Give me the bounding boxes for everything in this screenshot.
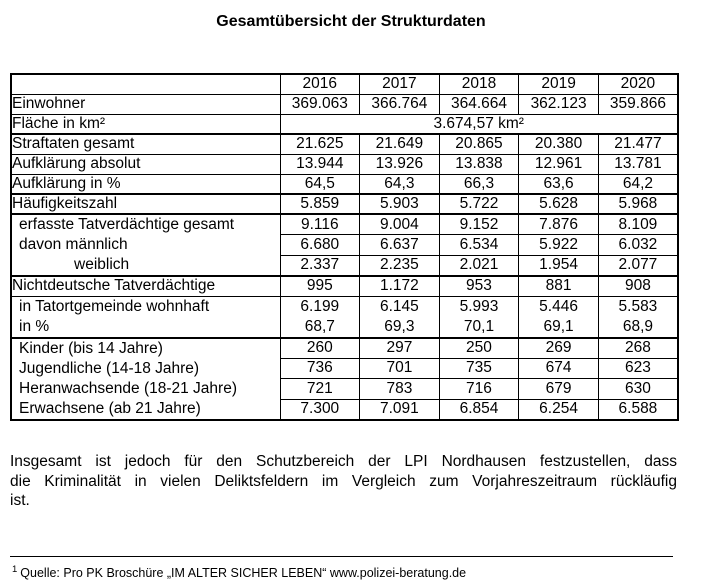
value-cell: 881 (519, 276, 599, 296)
row-kinder (11, 338, 678, 359)
footnote-marker: 1 (12, 564, 18, 575)
value-cell: 297 (360, 338, 440, 359)
value-cell: 21.649 (360, 134, 440, 154)
value-cell: 7.876 (519, 214, 599, 235)
value-cell: 260 (280, 338, 360, 359)
value-cell: 5.722 (439, 194, 519, 214)
row-einwohner (11, 94, 678, 114)
value-cell: 269 (519, 338, 599, 359)
row-label: Kinder (bis 14 Jahre) (19, 339, 163, 357)
row-label: Aufklärung absolut (11, 154, 280, 174)
value-cell: 2.235 (360, 255, 440, 276)
value-cell: 2.337 (280, 255, 360, 276)
value-cell: 5.583 68,9 (598, 296, 678, 338)
value-cell: 6.145 69,3 (360, 296, 440, 338)
row-label: in % (19, 317, 50, 335)
row-aufklaerung-prozent (11, 174, 678, 194)
value-cell: 13.944 (280, 154, 360, 174)
value-cell: 66,3 (439, 174, 519, 194)
value-cell: 8.109 (598, 214, 678, 235)
value-cell: 908 (598, 276, 678, 296)
value-cell: 721 (280, 379, 360, 400)
row-label: Nichtdeutsche Tatverdächtige (11, 276, 280, 296)
value-cell: 364.664 (439, 94, 519, 114)
year-header: 2018 (439, 74, 519, 94)
value-cell: 5.446 69,1 (519, 296, 599, 338)
value-cell: 1.954 (519, 255, 599, 276)
value-cell: 20.865 (439, 134, 519, 154)
value-cell: 623 (598, 358, 678, 379)
value-cell: 2.021 (439, 255, 519, 276)
value-cell: 2.077 (598, 255, 678, 276)
value-cell: 701 (360, 358, 440, 379)
value-cell: 1.172 (360, 276, 440, 296)
value-cell: 953 (439, 276, 519, 296)
year-header: 2019 (519, 74, 599, 94)
value-cell: 21.477 (598, 134, 678, 154)
structure-data-table (10, 73, 679, 421)
value-cell: 63,6 (519, 174, 599, 194)
value-cell: 674 (519, 358, 599, 379)
row-label: Heranwachsende (18-21 Jahre) (19, 379, 237, 397)
value-cell: 5.993 70,1 (439, 296, 519, 338)
row-label: davon männlich (19, 236, 128, 253)
value-cell: 5.903 (360, 194, 440, 214)
value-cell: 13.926 (360, 154, 440, 174)
year-header: 2017 (360, 74, 440, 94)
value-cell: 64,2 (598, 174, 678, 194)
value-cell: 6.032 (598, 235, 678, 256)
row-label: Fläche in km² (11, 114, 280, 134)
value-cell: 21.625 (280, 134, 360, 154)
value-cell: 9.152 (439, 214, 519, 235)
row-aufklaerung-absolut (11, 154, 678, 174)
value-cell: 995 (280, 276, 360, 296)
row-label: Aufklärung in % (11, 174, 280, 194)
value-cell: 6.199 68,7 (280, 296, 360, 338)
value-cell: 6.588 (598, 399, 678, 420)
value-cell: 736 (280, 358, 360, 379)
row-tatverdaechtige-gesamt (11, 214, 678, 235)
value-cell: 13.781 (598, 154, 678, 174)
value-cell: 716 (439, 379, 519, 400)
value-cell: 735 (439, 358, 519, 379)
row-label: Erwachsene (ab 21 Jahre) (19, 399, 201, 417)
summary-paragraph (10, 452, 677, 511)
footnote-text: Quelle: Pro PK Broschüre „IM ALTER SICHER LEBEN“ www.polizei-beratung.de (20, 566, 467, 581)
value-cell: 13.838 (439, 154, 519, 174)
value-cell: 6.854 (439, 399, 519, 420)
row-label: Straftaten gesamt (11, 134, 280, 154)
value-cell: 7.091 (360, 399, 440, 420)
row-label: Einwohner (11, 94, 280, 114)
row-label: Jugendliche (14-18 Jahre) (19, 359, 200, 377)
row-label: in Tatortgemeinde wohnhaft (19, 297, 210, 315)
row-flaeche (11, 114, 678, 134)
row-nichtdeutsche (11, 276, 678, 296)
value-cell: 20.380 (519, 134, 599, 154)
value-cell: 64,3 (360, 174, 440, 194)
paragraph-line: ist. (10, 492, 30, 509)
value-cell: 359.866 (598, 94, 678, 114)
row-tatortgemeinde (11, 296, 678, 338)
value-cell: 64,5 (280, 174, 360, 194)
table-header-row (11, 74, 678, 94)
row-haeufigkeitszahl (11, 194, 678, 214)
flaeche-span-value: 3.674,57 km² (280, 114, 678, 134)
value-cell: 5.859 (280, 194, 360, 214)
value-cell: 6.637 (360, 235, 440, 256)
value-cell: 369.063 (280, 94, 360, 114)
year-header: 2020 (598, 74, 678, 94)
value-cell: 630 (598, 379, 678, 400)
value-cell: 5.922 (519, 235, 599, 256)
value-cell: 6.680 (280, 235, 360, 256)
value-cell: 5.968 (598, 194, 678, 214)
value-cell: 9.004 (360, 214, 440, 235)
value-cell: 250 (439, 338, 519, 359)
year-header: 2016 (280, 74, 360, 94)
value-cell: 6.254 (519, 399, 599, 420)
tatverdaechtige-label-block (11, 214, 280, 276)
value-cell: 9.116 (280, 214, 360, 235)
value-cell: 7.300 (280, 399, 360, 420)
value-cell: 6.534 (439, 235, 519, 256)
tatortgemeinde-label-block (11, 296, 280, 338)
footnote (12, 562, 466, 581)
value-cell: 679 (519, 379, 599, 400)
altersgruppen-label-block (11, 338, 280, 420)
document-title: Gesamtübersicht der Strukturdaten (216, 13, 486, 30)
paragraph-line: die Kriminalität in vielen Deliktsfeldern im Vergleich zum Vorjahreszeitraum rückläufig (10, 472, 677, 490)
row-label: weiblich (74, 256, 130, 273)
table-corner-cell (11, 74, 280, 94)
value-cell: 12.961 (519, 154, 599, 174)
paragraph-line: Insgesamt ist jedoch für den Schutzbereich der LPI Nordhausen festzustellen, dass (10, 453, 677, 470)
row-straftaten (11, 134, 678, 154)
value-cell: 5.628 (519, 194, 599, 214)
row-label: erfasste Tatverdächtige gesamt (19, 216, 235, 233)
value-cell: 268 (598, 338, 678, 359)
footnote-separator (10, 556, 673, 557)
value-cell: 366.764 (360, 94, 440, 114)
value-cell: 783 (360, 379, 440, 400)
value-cell: 362.123 (519, 94, 599, 114)
row-label: Häufigkeitszahl (11, 194, 280, 214)
